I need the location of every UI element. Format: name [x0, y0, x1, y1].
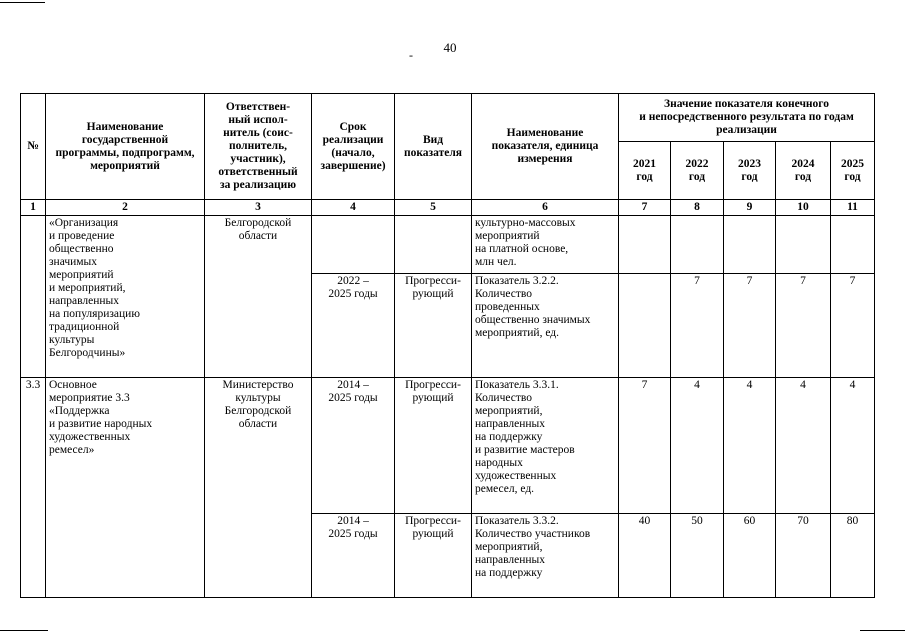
scan-edge-bottom-right: [860, 630, 905, 631]
column-number: 6: [472, 200, 619, 216]
header-responsible: Ответствен- ный испол- нитель (соис- полнитель, участник), ответственный за реализацию: [205, 94, 312, 200]
column-number: 10: [776, 200, 831, 216]
header-kind: Вид показателя: [395, 94, 472, 200]
value-2024: 70: [776, 514, 831, 598]
header-year-2024: 2024 год: [776, 142, 831, 200]
value-2022: 7: [671, 274, 724, 378]
value-2021: [619, 274, 671, 378]
value-2023: 7: [724, 274, 776, 378]
column-number: 5: [395, 200, 472, 216]
value-2021: [619, 216, 671, 274]
column-number: 7: [619, 200, 671, 216]
row-indicator: Показатель 3.3.1. Количество мероприятий, направленных на поддержку и развитие мастеров народных художественных ремесел, ед.: [472, 378, 619, 514]
column-number: 9: [724, 200, 776, 216]
value-2021: 40: [619, 514, 671, 598]
value-2023: 4: [724, 378, 776, 514]
value-2025: 80: [831, 514, 875, 598]
value-2022: 4: [671, 378, 724, 514]
value-2024: 7: [776, 274, 831, 378]
value-2025: [831, 216, 875, 274]
value-2023: [724, 216, 776, 274]
row-indicator: культурно-массовых мероприятий на платной основе, млн чел.: [472, 216, 619, 274]
row-kind: Прогресси- рующий: [395, 274, 472, 378]
header-year-2022: 2022 год: [671, 142, 724, 200]
row-activity-name: Основное мероприятие 3.3 «Поддержка и развитие народных художественных ремесел»: [46, 378, 205, 598]
row-activity-name: «Организация и проведение общественно значимых мероприятий и мероприятий, направленных на популяризацию традиционной культуры Белгородчины»: [46, 216, 205, 378]
row-term: 2014 – 2025 годы: [312, 378, 395, 514]
column-number: 8: [671, 200, 724, 216]
value-2023: 60: [724, 514, 776, 598]
column-number: 3: [205, 200, 312, 216]
row-number: [21, 216, 46, 378]
indicator-table: [20, 93, 875, 598]
column-number: 2: [46, 200, 205, 216]
value-2022: [671, 216, 724, 274]
header-no: №: [21, 94, 46, 200]
row-term: 2014 – 2025 годы: [312, 514, 395, 598]
header-year-2023: 2023 год: [724, 142, 776, 200]
value-2021: 7: [619, 378, 671, 514]
header-term: Срок реализации (начало, завершение): [312, 94, 395, 200]
page-number: 40: [443, 40, 457, 55]
header-name: Наименование государственной программы, подпрограмм, мероприятий: [46, 94, 205, 200]
row-responsible: Белгородской области: [205, 216, 312, 378]
header-values-group: Значение показателя конечного и непосредственного результата по годам реализации: [619, 94, 875, 142]
row-kind: Прогресси- рующий: [395, 514, 472, 598]
header-indicator: Наименование показателя, единица измерения: [472, 94, 619, 200]
value-2025: 4: [831, 378, 875, 514]
row-term: 2022 – 2025 годы: [312, 274, 395, 378]
column-number: 11: [831, 200, 875, 216]
row-kind: [395, 216, 472, 274]
value-2025: 7: [831, 274, 875, 378]
header-year-2021: 2021 год: [619, 142, 671, 200]
value-2022: 50: [671, 514, 724, 598]
value-2024: [776, 216, 831, 274]
table-row: [21, 378, 875, 514]
row-term: [312, 216, 395, 274]
scan-edge-top-left: [0, 2, 45, 3]
header-year-2025: 2025 год: [831, 142, 875, 200]
row-kind: Прогресси- рующий: [395, 378, 472, 514]
row-number: 3.3: [21, 378, 46, 598]
row-responsible: Министерство культуры Белгородской области: [205, 378, 312, 598]
column-number: 4: [312, 200, 395, 216]
column-number: 1: [21, 200, 46, 216]
value-2024: 4: [776, 378, 831, 514]
scan-edge-bottom-left: [0, 630, 48, 631]
row-indicator: Показатель 3.3.2. Количество участников мероприятий, направленных на поддержку: [472, 514, 619, 598]
table-row: [21, 216, 875, 274]
row-indicator: Показатель 3.2.2. Количество проведенных общественно значимых мероприятий, ед.: [472, 274, 619, 378]
scan-mark: -: [409, 48, 413, 62]
